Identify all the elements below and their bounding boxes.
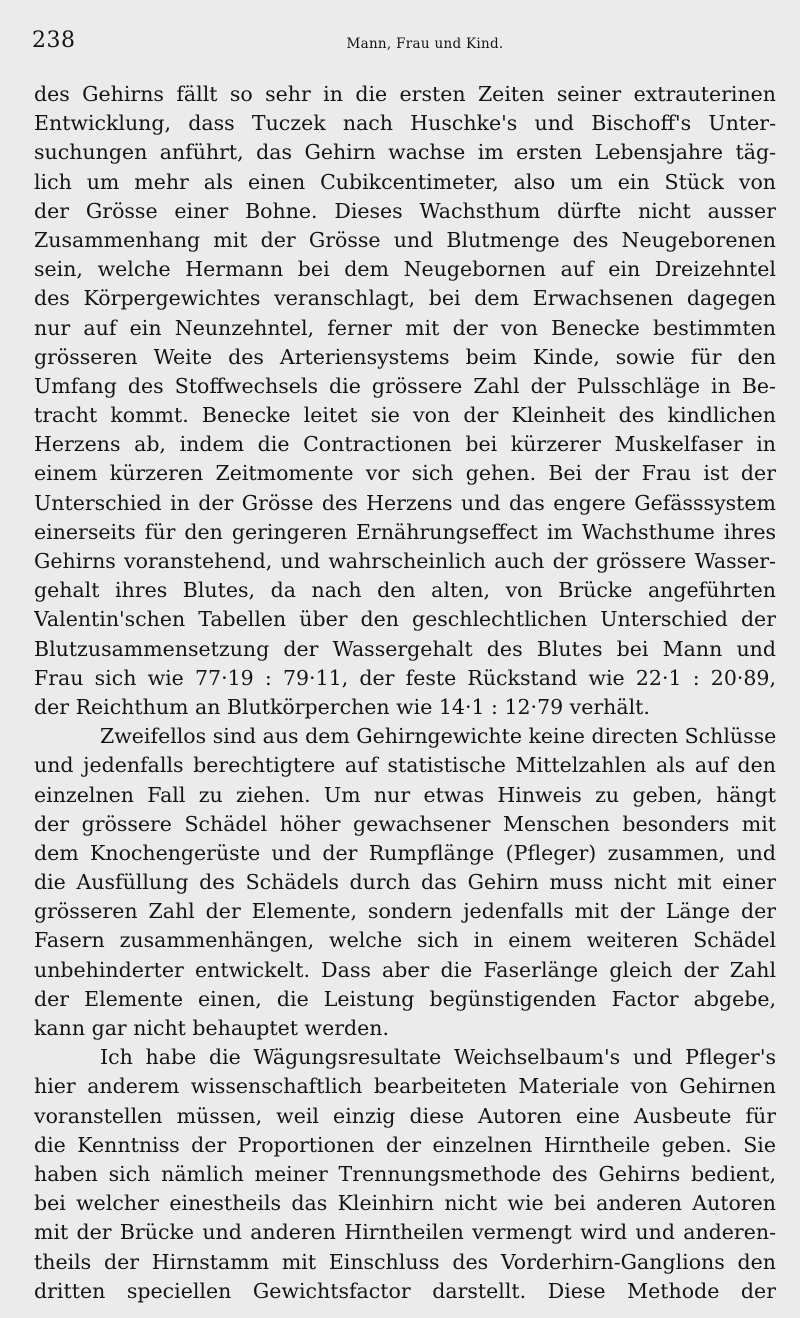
text-line: Blutzusammensetzung der Wassergehalt des Blutes bei Mann und: [34, 636, 776, 661]
text-line: einerseits für den geringeren Ernährungseffect im Wachsthume ihres: [34, 519, 776, 544]
text-line: die Ausfüllung des Schädels durch das Gehirn muss nicht mit einer: [34, 870, 776, 895]
text-line: bei welcher einestheils das Kleinhirn nicht wie bei anderen Autoren: [34, 1191, 776, 1216]
paragraph-end-line: der Reichthum an Blutkörperchen wie 14·1 : 12·79 verhält.: [34, 694, 650, 719]
text-line: hier anderem wissenschaftlich bearbeiteten Materiale von Gehirnen: [34, 1074, 776, 1099]
body-text: [34, 80, 776, 1306]
text-line: Entwicklung, dass Tuczek nach Huschke's und Bischoff's Unter-: [34, 111, 776, 136]
text-line: der grössere Schädel höher gewachsener Menschen besonders mit: [34, 811, 776, 836]
text-line: des Körpergewichtes veranschlagt, bei dem Erwachsenen dagegen: [34, 286, 776, 311]
text-line: grösseren Zahl der Elemente, sondern jedenfalls mit der Länge der: [34, 899, 776, 924]
text-line: tracht kommt. Benecke leitet sie von der Kleinheit des kindlichen: [34, 403, 776, 428]
text-line: voranstellen müssen, weil einzig diese Autoren eine Ausbeute für: [34, 1103, 776, 1128]
text-line: nur auf ein Neunzehntel, ferner mit der von Benecke bestimmten: [34, 315, 776, 340]
paragraph-start-line: Ich habe die Wägungsresultate Weichselbaum's und Pfleger's: [100, 1045, 776, 1070]
text-line: dem Knochengerüste und der Rumpflänge (Pfleger) zusammen, und: [34, 840, 776, 865]
text-line: Valentin'schen Tabellen über den geschlechtlichen Unterschied der: [34, 607, 776, 632]
text-line: haben sich nämlich meiner Trennungsmethode des Gehirns bedient,: [34, 1161, 776, 1186]
text-line: Frau sich wie 77·19 : 79·11, der feste Rückstand wie 22·1 : 20·89,: [34, 665, 776, 690]
text-line: des Gehirns fällt so sehr in die ersten Zeiten seiner extrauterinen: [34, 82, 776, 106]
text-line: der Grösse einer Bohne. Dieses Wachsthum dürfte nicht ausser: [34, 198, 776, 223]
text-line: der Elemente einen, die Leistung begünstigenden Factor abgebe,: [34, 986, 776, 1011]
text-line: grösseren Weite des Arteriensystems beim Kinde, sowie für den: [34, 344, 776, 369]
page-number: 238: [32, 28, 76, 53]
text-line: Fasern zusammenhängen, welche sich in einem weiteren Schädel: [34, 928, 776, 953]
text-line: Gehirns voranstehend, und wahrscheinlich auch der grössere Wasser-: [34, 549, 776, 573]
text-line: lich um mehr als einen Cubikcentimeter, also um ein Stück von: [34, 169, 776, 194]
text-line: suchungen anführt, das Gehirn wachse im ersten Lebensjahre täg-: [34, 140, 776, 165]
text-line: mit der Brücke und anderen Hirntheilen vermengt wird und anderen-: [34, 1220, 776, 1245]
text-line: gehalt ihres Blutes, da nach den alten, von Brücke angeführten: [34, 578, 776, 603]
text-line: Herzens ab, indem die Contractionen bei kürzerer Muskelfaser in: [34, 432, 776, 457]
paragraph-start-line: Zweifellos sind aus dem Gehirngewichte keine directen Schlüsse: [100, 724, 776, 749]
paragraph-end-line: kann gar nicht behauptet werden.: [34, 1016, 390, 1040]
text-line: und jedenfalls berechtigtere auf statistische Mittelzahlen als auf den: [34, 753, 776, 778]
text-line: Unterschied in der Grösse des Herzens und das engere Gefässsystem: [34, 490, 776, 515]
page-header: [32, 28, 778, 58]
text-line: sein, welche Hermann bei dem Neugebornen auf ein Dreizehntel: [34, 257, 776, 282]
text-line: theils der Hirnstamm mit Einschluss des Vorderhirn-Ganglions den: [34, 1249, 776, 1274]
text-line: einem kürzeren Zeitmomente vor sich gehen. Bei der Frau ist der: [34, 461, 776, 486]
text-line: einzelnen Fall zu ziehen. Um nur etwas Hinweis zu geben, hängt: [34, 782, 776, 807]
text-line: Umfang des Stoffwechsels die grössere Zahl der Pulsschläge in Be-: [34, 373, 776, 398]
text-line: unbehinderter entwickelt. Dass aber die Faserlänge gleich der Zahl: [34, 957, 776, 982]
text-line: dritten speciellen Gewichtsfactor darstellt. Diese Methode der: [34, 1278, 776, 1303]
text-line: Zusammenhang mit der Grösse und Blutmenge des Neugeborenen: [34, 227, 776, 252]
running-title: Mann, Frau und Kind.: [346, 36, 504, 52]
text-line: die Kenntniss der Proportionen der einzelnen Hirntheile geben. Sie: [34, 1132, 776, 1157]
